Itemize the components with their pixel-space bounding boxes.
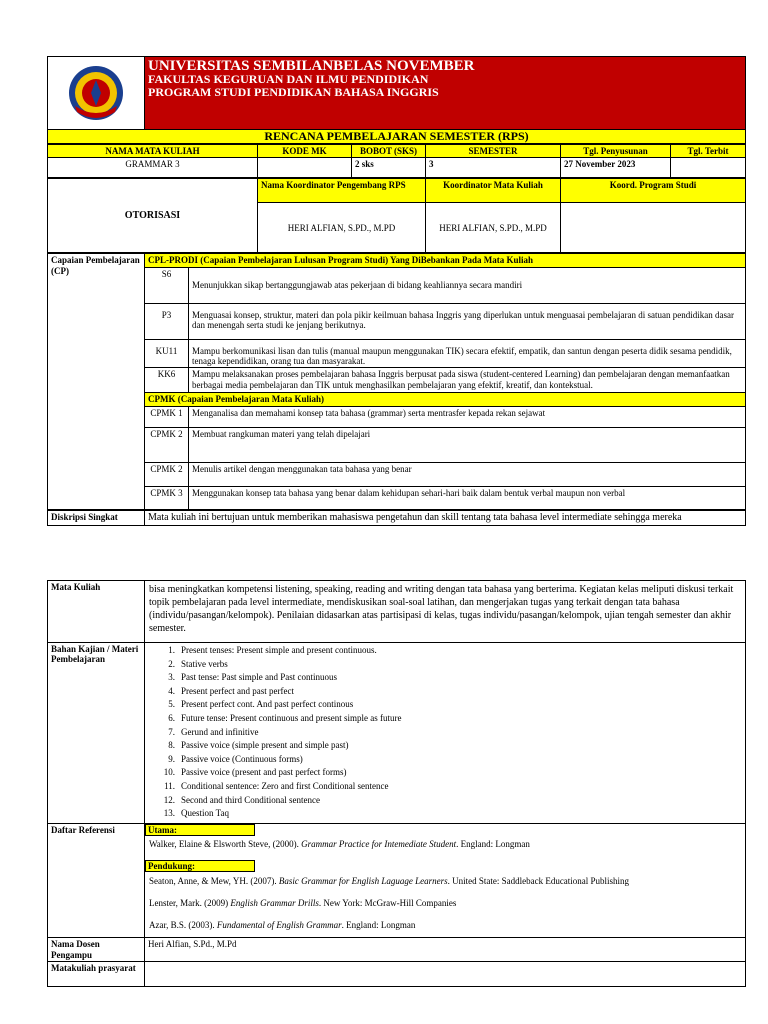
list-item: 13. Question Taq xyxy=(163,808,229,819)
dosen-value: Heri Alfian, S.Pd., M.Pd xyxy=(145,938,746,962)
cpmk-row xyxy=(48,462,746,486)
bahan-kajian-list-cell xyxy=(145,643,746,824)
list-item: 2. Stative verbs xyxy=(168,658,228,669)
reference-item: Lenster, Mark. (2009) English Grammar Drills. New York: McGraw-Hill Companies xyxy=(149,898,457,909)
otorisasi-col1-head: Nama Koordinator Pengembang RPS xyxy=(258,179,426,203)
cpl-code: S6 xyxy=(145,267,189,303)
cpmk-text: Menulis artikel dengan menggunakan tata bahasa yang benar xyxy=(189,462,746,486)
cp-label: Capaian Pembelajaran (CP) xyxy=(48,254,145,509)
dosen-label: Nama Dosen Pengampu xyxy=(48,938,145,962)
col-kode-mk: KODE MK xyxy=(258,145,352,158)
deskripsi-table-bottom xyxy=(47,580,746,987)
otorisasi-label: OTORISASI xyxy=(48,179,258,253)
deskripsi-table-top xyxy=(47,510,746,526)
cpl-text: Menguasai konsep, struktur, materi dan pola pikir keilmuan bahasa Inggris yang diperlukan untuk menguasai pembelajaran di satuan pendidikan dasar dan menengah serta studi ke jenjang berikutnya. xyxy=(189,303,746,339)
cpl-text: Mampu berkomunikasi lisan dan tulis (manual maupun menggunakan TIK) secara efektif, empatik, dan santun dengan peserta didik sesama pendidik, tenaga kependidikan, orang tua dan masyarakat. xyxy=(189,339,746,368)
cpmk-row xyxy=(48,486,746,509)
university-name: UNIVERSITAS SEMBILANBELAS NOVEMBER xyxy=(148,58,475,74)
col-tgl-terbit: Tgl. Terbit xyxy=(671,145,746,158)
list-item: 7. Gerund and infinitive xyxy=(168,726,259,737)
deskripsi-text-part1: Mata kuliah ini bertujuan untuk memberikan mahasiswa pengetahun dan skill tentang tata bahasa level intermediate sehingga mereka xyxy=(145,510,746,525)
logo-cell xyxy=(48,57,145,130)
bahan-kajian-list xyxy=(149,644,741,821)
cpl-row xyxy=(48,267,746,303)
cpl-row xyxy=(48,339,746,368)
cpmk-row xyxy=(48,406,746,427)
cpmk-code: CPMK 2 xyxy=(145,427,189,462)
mata-kuliah-label: Mata Kuliah xyxy=(48,581,145,643)
referensi-cell xyxy=(145,823,746,938)
col-semester: SEMESTER xyxy=(426,145,561,158)
prasyarat-value xyxy=(145,962,746,987)
list-item: 9. Passive voice (Continuous forms) xyxy=(168,753,303,764)
rps-top-section xyxy=(47,56,746,526)
cp-table xyxy=(47,253,746,509)
cpmk-text: Menggunakan konsep tata bahasa yang benar dalam kehidupan sehari-hari baik dalam bentuk verbal maupun non verbal xyxy=(189,486,746,509)
list-item: 3. Past tense: Past simple and Past continuous xyxy=(168,672,337,683)
rps-bottom-section xyxy=(47,580,746,987)
referensi-utama-label: Utama: xyxy=(145,824,255,836)
faculty-name: FAKULTAS KEGURUAN DAN ILMU PENDIDIKAN xyxy=(148,72,429,86)
cpmk-code: CPMK 2 xyxy=(145,462,189,486)
cpl-text: Mampu melaksanakan proses pembelajaran bahasa Inggris berpusat pada siswa (student-centered Learning) dan pembelajaran dengan memanfaatkan berbagai media pembelajaran dan TIK untuk menghasilkan pembelajaran yang efektif, kreatif, dan kontekstual. xyxy=(189,368,746,393)
cpmk-heading: CPMK (Capaian Pembelajaran Mata Kuliah) xyxy=(145,393,746,406)
col-nama-mk: NAMA MATA KULIAH xyxy=(48,145,258,158)
deskripsi-label: Diskripsi Singkat xyxy=(48,510,145,525)
col-bobot: BOBOT (SKS) xyxy=(352,145,426,158)
cpmk-row xyxy=(48,427,746,462)
list-item: 11. Conditional sentence: Zero and first Conditional sentence xyxy=(164,780,389,791)
otorisasi-col1-value: HERI ALFIAN, S.PD., M.PD xyxy=(258,203,426,253)
cpl-code: KU11 xyxy=(145,339,189,368)
val-semester: 3 xyxy=(426,158,561,178)
val-tgl-terbit xyxy=(671,158,746,178)
list-item: 1. Present tenses: Present simple and present continuous. xyxy=(168,645,377,655)
cpmk-text: Membuat rangkuman materi yang telah dipelajari xyxy=(189,427,746,462)
val-bobot: 2 sks xyxy=(352,158,426,178)
rps-title-table xyxy=(47,130,746,144)
list-item: 5. Present perfect cont. And past perfect continous xyxy=(168,699,354,710)
val-tgl-penyusunan: 27 November 2023 xyxy=(561,158,671,178)
list-item: 8. Passive voice (simple present and simple past) xyxy=(168,740,349,751)
reference-item: Walker, Elaine & Elsworth Steve, (2000). Grammar Practice for Intemediate Student. England: Longman xyxy=(149,839,530,850)
program-name: PROGRAM STUDI PENDIDIKAN BAHASA INGGRIS xyxy=(148,85,439,99)
list-item: 6. Future tense: Present continuous and present simple as future xyxy=(168,712,402,723)
cpl-row xyxy=(48,303,746,339)
course-info-value-row xyxy=(48,158,746,178)
otorisasi-table xyxy=(47,178,746,253)
deskripsi-text-part2: bisa meningkatkan kompetensi listening, speaking, reading and writing dengan tata bahasa yang berterima. Kegiatan kelas meliputi diskusi terkait topik pembelajaran pada level intermediate, mendiskusikan soal-soal latihan, dan mengerjakan tugas yang terkait dengan tata bahasa (individu/pasangan/kelompok). Penilaian didasarkan atas partisipasi di kelas, tugas individu/pasangan/kelompok, ujian tengah semester dan akhir semester. xyxy=(145,581,746,643)
referensi-pendukung-label: Pendukung: xyxy=(145,860,255,872)
cpl-text: Menunjukkan sikap bertanggungjawab atas pekerjaan di bidang keahliannya secara mandiri xyxy=(189,267,746,303)
reference-item: Seaton, Anne, & Mew, YH. (2007). Basic Grammar for English Laguage Learners. United State: Saddleback Educational Publishing xyxy=(149,876,630,887)
cpmk-text: Menganalisa dan memahami konsep tata bahasa (grammar) serta mentrasfer kepada rekan sejawat xyxy=(189,406,746,427)
course-info-header-row xyxy=(48,145,746,158)
col-tgl-penyusunan: Tgl. Penyusunan xyxy=(561,145,671,158)
cpl-code: P3 xyxy=(145,303,189,339)
val-nama-mk: GRAMMAR 3 xyxy=(48,158,258,178)
list-item: 10. Passive voice (present and past perfect forms) xyxy=(163,767,347,778)
cpmk-code: CPMK 1 xyxy=(145,406,189,427)
course-info-table xyxy=(47,144,746,178)
university-logo-icon xyxy=(65,62,127,124)
cpl-prodi-heading: CPL-PRODI (Capaian Pembelajaran Lulusan Program Studi) Yang DiBebankan Pada Mata Kuliah xyxy=(145,254,746,267)
list-item: 4. Present perfect and past perfect xyxy=(168,685,294,696)
cpl-row xyxy=(48,368,746,393)
university-banner xyxy=(145,57,746,130)
otorisasi-col3-head: Koord. Program Studi xyxy=(561,179,746,203)
val-kode-mk xyxy=(258,158,352,178)
otorisasi-col2-value: HERI ALFIAN, S.PD., M.PD xyxy=(426,203,561,253)
header-table xyxy=(47,56,746,130)
referensi-label: Daftar Referensi xyxy=(48,823,145,938)
list-item: 12. Second and third Conditional sentence xyxy=(163,794,320,805)
reference-item: Azar, B.S. (2003). Fundamental of English Grammar. England: Longman xyxy=(149,920,416,931)
otorisasi-col2-head: Koordinator Mata Kuliah xyxy=(426,179,561,203)
cpmk-code: CPMK 3 xyxy=(145,486,189,509)
cpl-code: KK6 xyxy=(145,368,189,393)
rps-title: RENCANA PEMBELAJARAN SEMESTER (RPS) xyxy=(48,130,746,144)
otorisasi-col3-value xyxy=(561,203,746,253)
prasyarat-label: Matakuliah prasyarat xyxy=(48,962,145,987)
bahan-kajian-label: Bahan Kajian / Materi Pembelajaran xyxy=(48,643,145,824)
